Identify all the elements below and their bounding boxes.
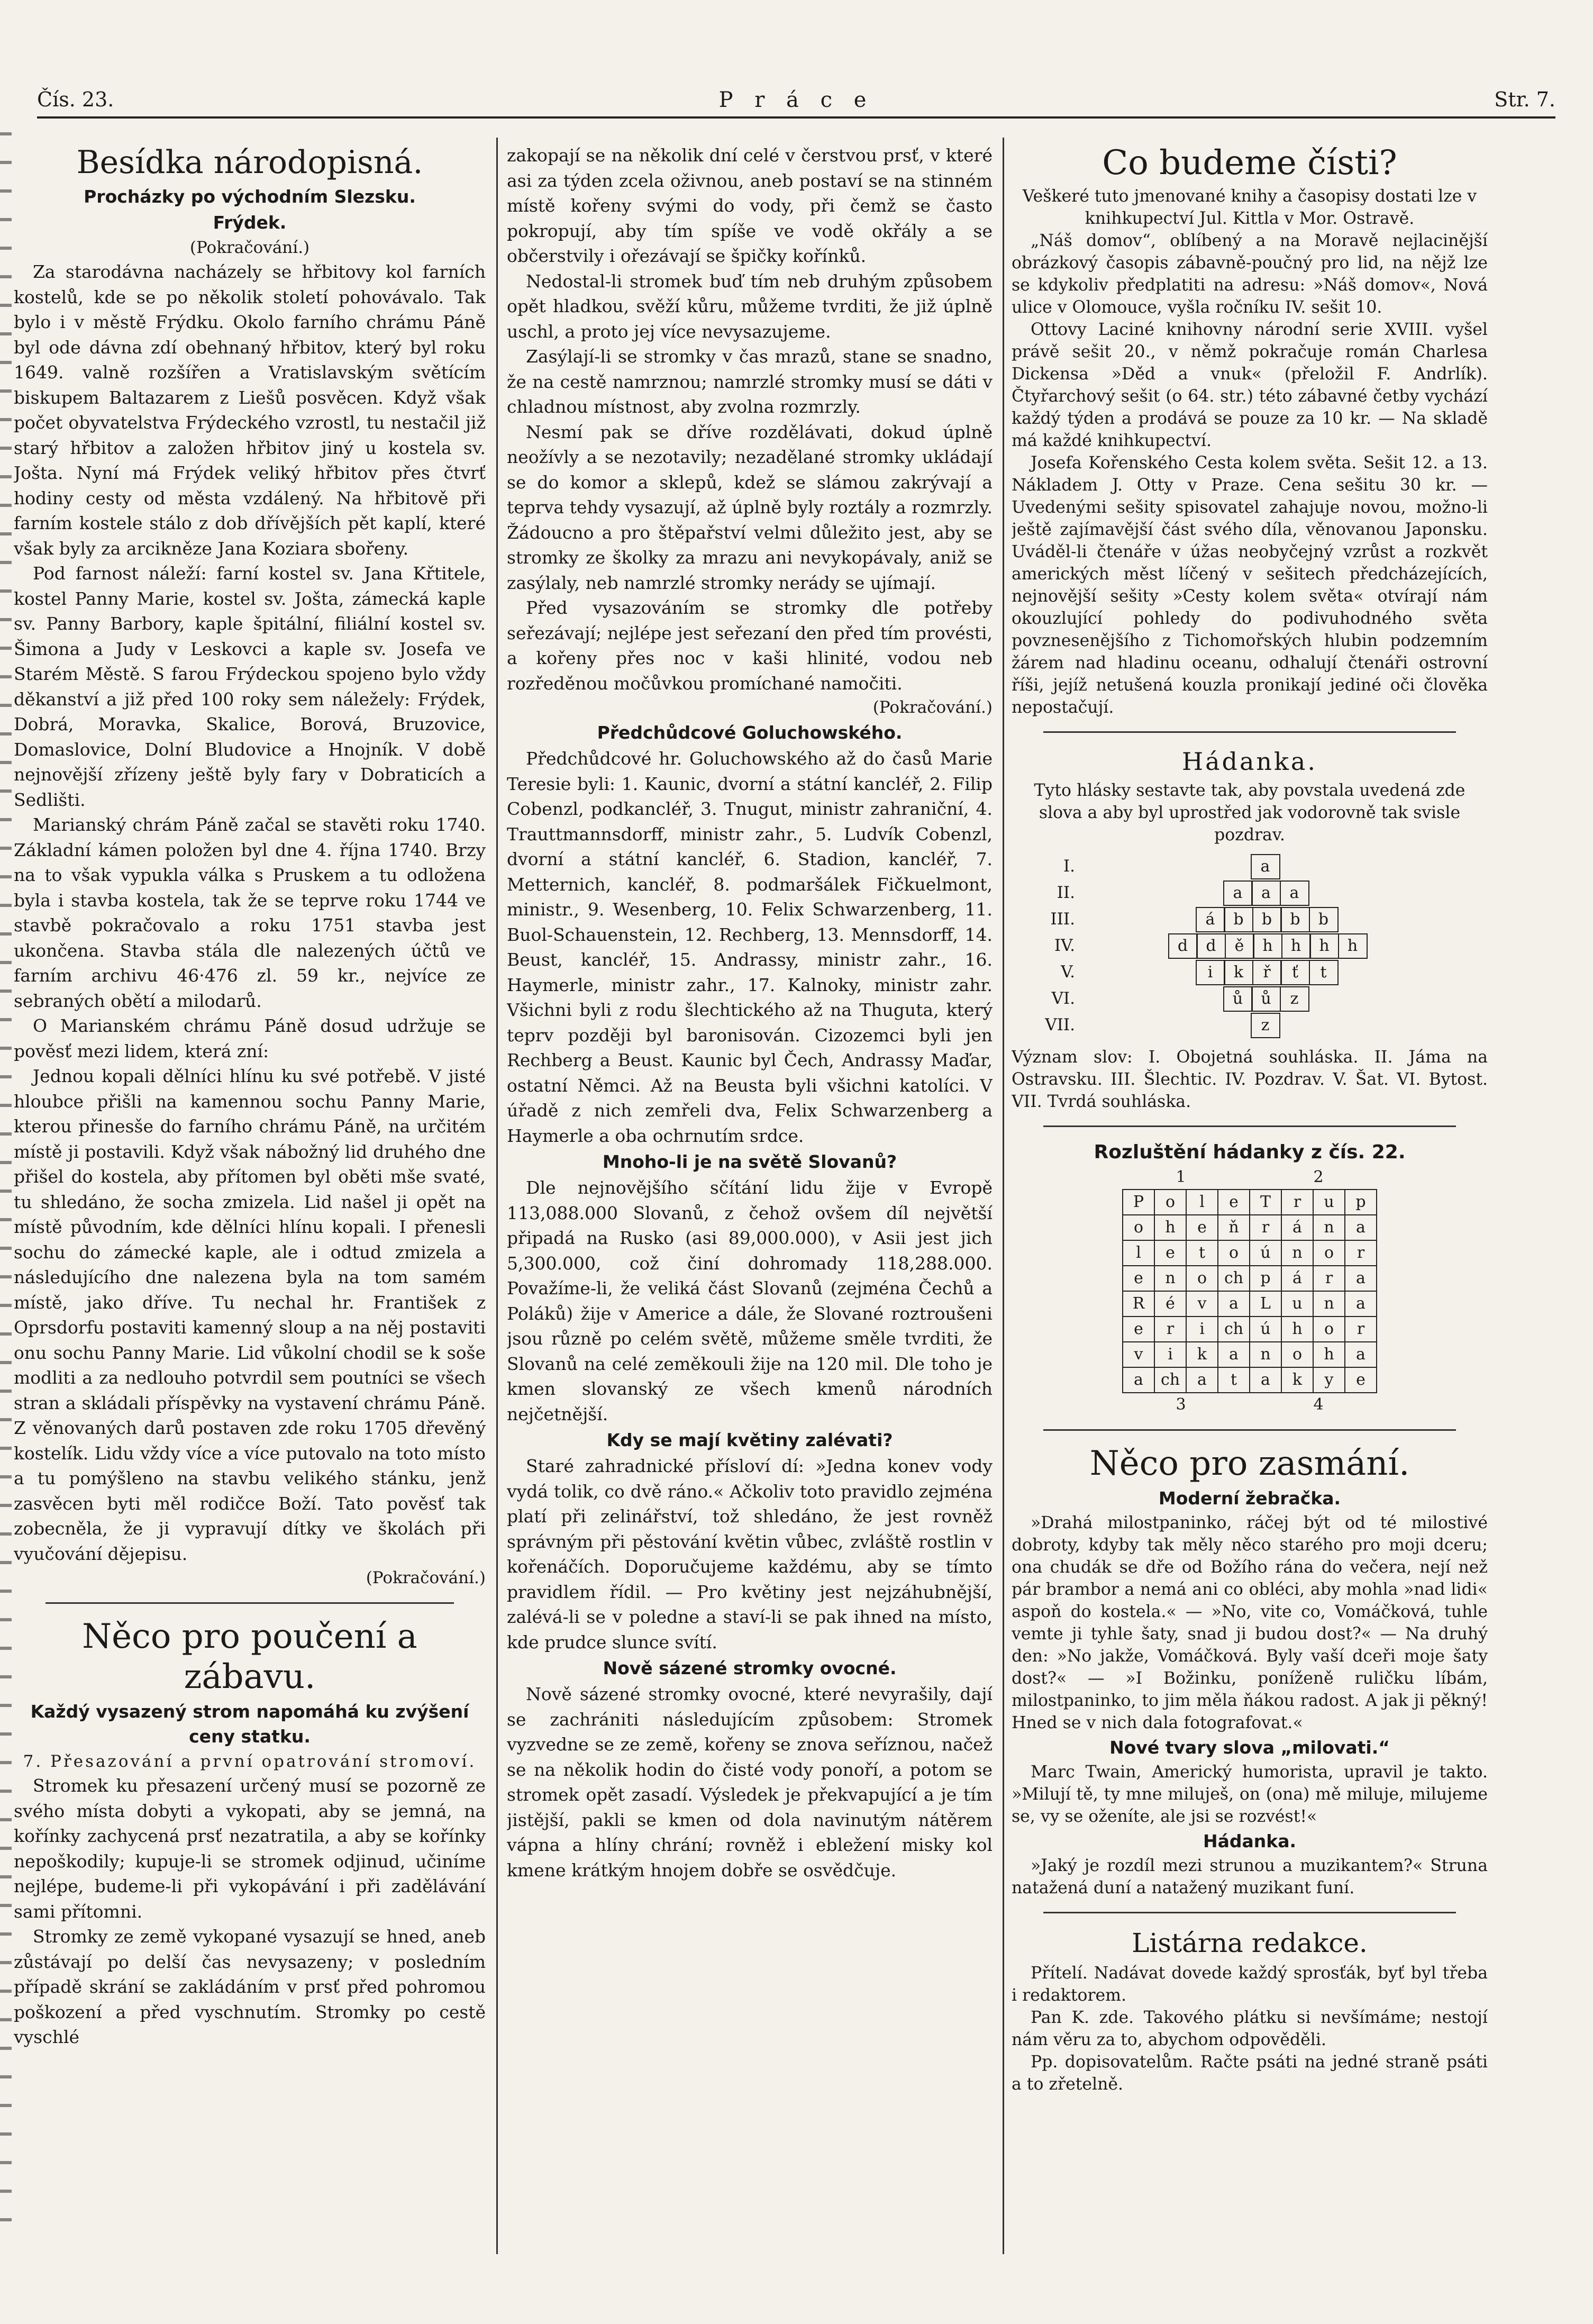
solution-cell: T <box>1250 1190 1281 1215</box>
section-title-ethnography: Besídka národopisná. <box>76 144 423 181</box>
continuation-note-2: (Pokračování.) <box>366 1568 486 1587</box>
solution-cell: h <box>1281 1317 1313 1342</box>
article-heading-watering: Kdy se mají květiny zalévati? <box>606 1430 893 1450</box>
paragraph: Staré zahradnické přísloví dí: »Jedna konev vody vydá tolik, co dvě ráno.« Ačkoliv toto pravidlo zejména platí při zelinářství, tož shledáno, že jest rovněž správným při pěstování květin vůbec, zvláště rostlin v kořenáčích. Doporučujeme každému, aby se tímto pravidlem řídil. — Pro květiny jest nejzáhubnější, zalévá-li se v poledne a staví-li se pak ihned na místo, kde prudce slunce svítí. <box>507 1456 993 1653</box>
paragraph: Dle nejnovějšího sčítání lidu žije v Evropě 113,088.000 Slovanů, z čehož ovšem díl největší připadá na Rusko (asi 89,000.000), v Asii jest jich 5,300.000, což činí dohromady 118,288.000. Považíme-li, že veliká část Slovanů (zejména Čechů a Poláků) žije v Americe a dále, že Slované roztroušeni jsou různě po celém světě, můžeme směle tvrditi, že Slovanů na celé zeměkouli žije na 120 mil. Dle toho je kmen slovanský ze všech kmenů národních nejčetnější. <box>507 1177 993 1424</box>
solution-cell: ú <box>1250 1240 1281 1266</box>
solution-cell: y <box>1313 1367 1345 1393</box>
paragraph: Nedostal-li stromek buď tím neb druhým způsobem opět hladkou, svěží kůru, můžeme tvrditi, že již úplně uschl, a proto jej více nevysazujeme. <box>507 270 993 342</box>
paragraph: O Marianském chrámu Páně dosud udržuje se pověsť mezi lidem, která zní: <box>14 1015 486 1061</box>
solution-grid <box>1122 1189 1377 1393</box>
solution-cell: n <box>1281 1240 1313 1266</box>
article-subtitle: Procházky po východním Slezsku. <box>84 186 416 207</box>
paragraph: Pp. dopisovatelům. Račte psáti na jedné straně psáti a to zřetelně. <box>1012 2053 1488 2094</box>
divider <box>1043 1912 1456 1913</box>
solution-cell: ch <box>1218 1317 1250 1342</box>
puzzle-cell: z <box>1280 986 1309 1012</box>
solution-cell: e <box>1345 1367 1377 1393</box>
page-number: Str. 7. <box>1494 88 1555 111</box>
solution-cell: á <box>1281 1215 1313 1240</box>
article-heading-beggar: Moderní žebračka. <box>1158 1488 1341 1509</box>
puzzle-cell: t <box>1309 960 1339 985</box>
solution-cell: ch <box>1154 1367 1186 1393</box>
puzzle-row-label: V. <box>1061 963 1075 982</box>
solution-cell: r <box>1250 1215 1281 1240</box>
solution-number: 2 <box>1313 1168 1324 1186</box>
solution-row <box>1123 1190 1377 1215</box>
puzzle-row-label: II. <box>1057 883 1075 903</box>
solution-cell: l <box>1186 1190 1218 1215</box>
solution-cell: n <box>1313 1291 1345 1317</box>
solution-cell: u <box>1313 1190 1345 1215</box>
solution-cell: R <box>1123 1291 1154 1317</box>
paragraph: Ottovy Laciné knihovny národní serie XVIII. vyšel právě sešit 20., v němž pokračuje román Charlesa Dickensa »Děd a vnuk« (přeložil F. Andrlík). Čtyřarchový sešit (o 64. str.) této zábavné četby vychází každý týden a prodává se pouze za 10 kr. — Na skladě má každé knihkupectví. <box>1012 320 1488 450</box>
puzzle-row-label: VI. <box>1051 989 1075 1009</box>
article-heading-slavs: Mnoho-li je na světě Slovanů? <box>602 1151 897 1172</box>
solution-cell: ň <box>1218 1215 1250 1240</box>
divider <box>45 1602 454 1604</box>
solution-cell: r <box>1345 1240 1377 1266</box>
solution-cell: a <box>1123 1367 1154 1393</box>
solution-title: Rozluštění hádanky z čís. 22. <box>1094 1141 1406 1163</box>
solution-row <box>1123 1240 1377 1266</box>
solution-cell: u <box>1281 1291 1313 1317</box>
puzzle-cell: ě <box>1225 933 1254 959</box>
puzzle-cell: z <box>1251 1013 1280 1038</box>
puzzle-cell: b <box>1280 907 1310 932</box>
solution-cell: r <box>1154 1317 1186 1342</box>
article-heading-7: 7. Přesazování a první opatrování stromoví. <box>23 1752 477 1771</box>
puzzle-cell: a <box>1251 880 1281 906</box>
solution-cell: r <box>1313 1266 1345 1291</box>
solution-row <box>1123 1367 1377 1393</box>
solution-cell: l <box>1123 1240 1154 1266</box>
puzzle-cell: á <box>1196 907 1225 932</box>
solution-number: 4 <box>1313 1395 1324 1414</box>
solution-cell: n <box>1154 1266 1186 1291</box>
paragraph: Pod farnost náleží: farní kostel sv. Jana Křtitele, kostel Panny Marie, kostel sv. Jošta, zámecká kaple sv. Panny Barbory, kaple špitální, filiální kostel sv. Šimona a Judy v Leskovci a kaple sv. Josefa ve Starém Městě. S farou Frýdeckou spojeno bylo vždy děkanství a již před 100 roky sem náležely: Frýdek, Dobrá, Moravka, Skalice, Borová, Bruzovice, Domaslovice, Dolní Bludovice a Hnojník. V době nejnovější zřízeny ještě byly fary v Dobraticích a Sedlišti. <box>14 563 486 810</box>
solution-cell: k <box>1281 1367 1313 1393</box>
solution-cell: e <box>1218 1190 1250 1215</box>
solution-cell: n <box>1250 1342 1281 1367</box>
puzzle-cell: a <box>1251 854 1280 879</box>
solution-cell: a <box>1345 1291 1377 1317</box>
solution-cell: p <box>1250 1266 1281 1291</box>
divider <box>1043 731 1456 733</box>
solution-cell: i <box>1154 1342 1186 1367</box>
solution-cell: e <box>1123 1266 1154 1291</box>
paragraph: Marianský chrám Páně začal se stavěti roku 1740. Základní kámen položen byl dne 4. října 1740. Brzy na to však vypukla válka s Pruskem a tu odložena byla i stavba kostela, tak že se teprve roku 1744 ve stavbě pokračovalo a roku 1751 stavba jest ukončena. Stavba stála dle nalezených účtů ve farním archivu 46·476 zl. 59 kr., nejvíce ze sebraných obětí a milodarů. <box>14 814 486 1011</box>
puzzle-cell: b <box>1224 907 1253 932</box>
article-place: Frýdek. <box>213 212 287 233</box>
divider <box>1043 1125 1456 1127</box>
solution-row <box>1123 1342 1377 1367</box>
section-title-editorial-letters: Listárna redakce. <box>1132 1928 1368 1958</box>
solution-cell: a <box>1218 1291 1250 1317</box>
solution-cell: a <box>1218 1342 1250 1367</box>
paragraph: Marc Twain, Americký humorista, upravil je takto. »Milují tě, ty mne miluješ, on (ona) mě miluje, milujeme se, vy se oženíte, ale jsi se rozvést!« <box>1012 1763 1488 1826</box>
issue-number: Čís. 23. <box>37 88 114 111</box>
paragraph: Pan K. zde. Takového plátku si nevšímáme; nestojí nám věru za to, abychom odpověděli. <box>1012 2008 1488 2049</box>
article-heading-riddle-2: Hádanka. <box>1203 1831 1297 1851</box>
puzzle-row <box>1012 933 1488 959</box>
solution-cell: P <box>1123 1190 1154 1215</box>
solution-cell: i <box>1186 1317 1218 1342</box>
paragraph: Josefa Kořenského Cesta kolem světa. Sešit 12. a 13. Nákladem J. Otty v Praze. Cena sešitu 30 kr. — Uvedenými sešity spisovatel zahajuje novou, možno-li ještě zajímavější část svého díla, věnovanou Japonsku. Uváděl-li čtenáře v úžas neobyčejný vzrůst a rozkvět amerických měst líčený v sešitech předcházejících, nejnovější sešity »Cesty kolem světa« otvírají nám okouzlující pohledy do podivuhodného světa povznesenějšího z Tichomořských hlubin podzemním žárem nad hladinu oceanu, odhalují čtenáři ostrovní říši, jejíž netušená kouzla pronikají jediné oči člověka nepostačují. <box>1012 453 1488 717</box>
puzzle-cell: a <box>1280 880 1309 906</box>
solution-cell: o <box>1313 1240 1345 1266</box>
solution-cell: h <box>1154 1215 1186 1240</box>
solution-cell: a <box>1345 1342 1377 1367</box>
paragraph: Stromek ku přesazení určený musí se pozorně ze svého místa dobyti a vykopati, aby se jemná, na kořínky zachycená prsť nezatratila, a aby se kořínky nepoškodily; kupuje-li se stromek odjinud, učiníme nejlépe, budeme-li při vykopávání i při zadělávání sami přítomni. <box>14 1775 486 1922</box>
puzzle-row <box>1012 959 1488 986</box>
continuation-note: (Pokračování.) <box>189 238 310 257</box>
column-2 <box>507 143 993 2281</box>
puzzle-cell: d <box>1196 933 1226 959</box>
solution-cell: o <box>1123 1215 1154 1240</box>
article-heading-fruit-trees: Nově sázené stromky ovocné. <box>603 1658 897 1678</box>
puzzle-cell: k <box>1224 960 1253 985</box>
puzzle-cell: h <box>1253 933 1282 959</box>
puzzle-row-label: I. <box>1063 857 1075 876</box>
solution-cell: o <box>1281 1342 1313 1367</box>
solution-cell: o <box>1186 1266 1218 1291</box>
solution-row <box>1123 1317 1377 1342</box>
puzzle-cell: i <box>1196 960 1225 985</box>
paragraph: zakopají se na několik dní celé v čerstvou prsť, v které asi za týden zcela oživnou, aneb postaví se na stinném místě kořeny svými do vody, při čemž se často pokropují, aby tím spíše ve vodě okřály a se občerstvily i ořezávají se špičky kořínků. <box>507 145 993 266</box>
solution-cell: t <box>1186 1240 1218 1266</box>
binding-edge <box>0 132 12 2222</box>
solution-cell: e <box>1123 1317 1154 1342</box>
solution-cell: o <box>1154 1190 1186 1215</box>
solution-cell: a <box>1345 1215 1377 1240</box>
puzzle-row <box>1012 880 1488 906</box>
section-title-education: Něco pro poučení a zábavu. <box>82 1617 417 1696</box>
paragraph: Jednou kopali dělníci hlínu ku své potřebě. V jisté hloubce přišli na kamennou sochu Panny Marie, kterou přinesše do farního chrámu Páně, na určitém místě ji postavili. Když však nábožný lid druhého dne přišel do kostela, aby přítomen byl oběti mše svaté, tu shledáno, že socha zmizela. Lid našel ji opět na místě původním, kde dělníci hlínu kopali. I přenesli sochu do zámecké kaple, ale i odtud zmizela a následujícího dne nalezena byla na tom samém místě, jako dříve. Tu nechal hr. František z Oprsdorfu postaviti kamenný sloup a na něj postaviti onu sochu Panny Marie. Lid vůkolní chodil se k soše modliti a za nedlouho potvrdil sem poutníci se všech stran a skládali příspěvky na vystavení chrámu Páně. Z věnovaných darů postaven zde roku 1705 dřevěný kostelík. Lidu vždy více a více putovalo na toto místo a tu pomýšleno na stavbu velikého stánku, jenž zasvěcen byti měl rodičce Boží. Tato pověsť tak zobecněla, že ji vypravují dítky ve školách při vyučování dějepisu. <box>14 1066 486 1564</box>
solution-cell: o <box>1218 1240 1250 1266</box>
puzzle-cell: h <box>1309 933 1339 959</box>
puzzle-cell: b <box>1252 907 1282 932</box>
solution-bottom-numbers <box>1112 1393 1387 1417</box>
solution-number: 3 <box>1176 1395 1186 1414</box>
solution-cell: r <box>1345 1317 1377 1342</box>
solution-cell: v <box>1123 1342 1154 1367</box>
solution-cell: e <box>1154 1240 1186 1266</box>
solution-cell: o <box>1313 1317 1345 1342</box>
solution-cell: k <box>1186 1342 1218 1367</box>
solution-cell: é <box>1154 1291 1186 1317</box>
solution-cell: L <box>1250 1291 1281 1317</box>
puzzle-cell: b <box>1309 907 1339 932</box>
paragraph: Přítelí. Nadávat dovede každý sprosťák, byť byl třeba i redaktorem. <box>1012 1964 1488 2005</box>
paragraph: »Drahá milostpaninko, ráčej být od té milostivé dobroty, kdyby tak měly něco starého pro moji dceru; ona chudák se dře od Božího rána do večera, nejí než pár brambor a nemá ani co obléci, aby mohla »nad lidi« aspoň do kostela.« — »No, vite co, Vomáčková, tuhle vemte ji tyhle šaty, snad ji budou dost?« — Na druhý den: »No jakže, Vomáčková. Byly vaší dceři moje šaty dost?« — »I Božinku, poníženě ruličku líbám, milostpaninko, to jim měla ňákou radost. A jak ji pěkný! Hned se v nich dala fotografovat.« <box>1012 1513 1488 1732</box>
puzzle-row-label: VII. <box>1045 1015 1075 1035</box>
puzzle-row <box>1012 906 1488 933</box>
puzzle-row <box>1012 854 1488 880</box>
solution-cell: ú <box>1250 1317 1281 1342</box>
article-subtitle-trees: Každý vysazený strom napomáhá ku zvýšení ceny statku. <box>30 1701 469 1747</box>
section-title-reading: Co budeme čísti? <box>1102 143 1397 183</box>
puzzle-cell: ť <box>1280 960 1310 985</box>
riddle-title: Hádanka. <box>1182 747 1317 776</box>
paragraph: Zasýlají-li se stromky v čas mrazů, stane se snadno, že na cestě namrznou; namrzlé stromky musí se dáti v chladnou místnost, aby zvolna rozmrzly. <box>507 346 993 417</box>
solution-row <box>1123 1266 1377 1291</box>
column-1 <box>14 143 486 2281</box>
puzzle-cell: ů <box>1251 986 1281 1012</box>
section-title-humor: Něco pro zasmání. <box>1089 1444 1410 1483</box>
solution-cell: p <box>1345 1190 1377 1215</box>
solution-number: 1 <box>1176 1168 1186 1186</box>
puzzle-cell: d <box>1168 933 1198 959</box>
column-rule-1 <box>496 138 498 2254</box>
solution-cell: n <box>1313 1215 1345 1240</box>
paragraph: „Náš domov“, oblíbený a na Moravě nejlacinější obrázkový časopis zábavně-poučný pro lid, na nějž lze se kdykoliv předplatiti na adresu: »Náš domov«, Nová ulice v Olomouce, vyšla ročníku IV. sešit 10. <box>1012 231 1488 317</box>
paragraph: Stromky ze země vykopané vysazují se hned, aneb zůstávají po delší čas nevysazeny; v posledním případě skrání se zakládáním v prsť před pohromou poškození a před vyschnutím. Stromky po cestě vyschlé <box>14 1926 486 2047</box>
puzzle-row-label: IV. <box>1054 936 1075 956</box>
paragraph: Nesmí pak se dříve rozdělávati, dokud úplně neožívly a se nezotavily; nezadělané stromky ukládají se do komor a sklepů, kdež se slámou zakrývají a teprva tehdy vysazují, až úplně byly roztály a rozmrzly. Žádoucno a pro štěpařství velmi důležito jest, aby se stromky ze školky za mrazu ani nevykopávaly, aniž se zasýlaly, neb namrzlé stromky nerády se ujímají. <box>507 421 993 593</box>
puzzle-row <box>1012 986 1488 1012</box>
solution-cell: t <box>1218 1367 1250 1393</box>
solution-cell: a <box>1186 1367 1218 1393</box>
column-rule-2 <box>1003 138 1004 2254</box>
solution-cell: a <box>1250 1367 1281 1393</box>
column-3 <box>1012 143 1488 2281</box>
divider <box>1043 1429 1456 1431</box>
paragraph: Předchůdcové hr. Goluchowského až do časů Marie Teresie byli: 1. Kaunic, dvorní a státní kancléř, 2. Filip Cobenzl, podkancléř, 3. Tnugut, ministr zahraniční, 4. Trauttmannsdorff, ministr zahr., 5. Ludvík Cobenzl, dvorní a státní kancléř, 6. Stadion, kancléř, 7. Metternich, kancléř, 8. podmaršálek Fičkuelmont, ministr., 9. Wesenberg, 10. Felix Schwarzenberg, 11. Buol-Schauenstein, 12. Rechberg, 13. Mennsdorff, 14. Beust, kancléř, 15. Andrassy, ministr zahr., 16. Haymerle, ministr zahr., 17. Kalnoky, ministr zahr. Všichni byli z rodu šlechtického až na Thuguta, který teprv později byl baronisován. Cizozemci byli jen Rechberg a Beust. Kaunic byl Čech, Andrassy Maďar, ostatní Němci. Až na Beusta byli všichni katolíci. V úřadě z nich zemřeli dva, Felix Schwarzenberg a Haymerle a oba ochrnutím srdce. <box>507 748 993 1146</box>
solution-cell: r <box>1281 1190 1313 1215</box>
puzzle-row-label: III. <box>1050 910 1075 929</box>
reading-intro: Veškeré tuto jmenované knihy a časopisy dostati lze v knihkupectví Jul. Kittla v Mor. Ostravě. <box>1022 187 1477 228</box>
puzzle-row <box>1012 1012 1488 1039</box>
solution-cell: á <box>1281 1266 1313 1291</box>
paragraph: Za starodávna nacházely se hřbitovy kol farních kostelů, kde se po několik století pohovávalo. Tak bylo i v městě Frýdku. Okolo farního chrámu Páně byl ode dávna zdí obehnaný hřbitov, který byl roku 1649. valně rozšířen a Vratislavským světícím biskupem Baltazarem z Liešů posvěcen. Když však počet obyvatelstva Frýdeckého vzrostl, tu nestačil již starý hřbitov a založen hřbitov jiný u kostela sv. Jošta. Nyní má Frýdek veliký hřbitov přes čtvrť hodiny cesty od města vzdálený. Na hřbitově při farním kostele stálo z dob dřívějších pět kaplí, které však byly za arcikněze Jana Koziara sbořeny. <box>14 261 486 559</box>
puzzle-cell: a <box>1223 880 1253 906</box>
puzzle-cell: ř <box>1252 960 1282 985</box>
paragraph: Nově sázené stromky ovocné, které nevyrašily, dají se zachrániti následujícím způsobem: Stromek vyzvedne se ze země, kořeny se znova seříznou, načež se na několik hodin do čisté vody ponoří, a potom se stromek opět zasadí. Výsledek je překvapující a je tím jistější, pakli se kmen od dola navinutým nátěrem vápna a hlíny chrání; rovněž i ebležení misky kol kmene krátkým hnojem dobře se osvědčuje. <box>507 1684 993 1881</box>
page-header <box>37 85 1555 119</box>
puzzle-cell: h <box>1281 933 1311 959</box>
riddle-text: Tyto hlásky sestavte tak, aby povstala uvedená zde slova a aby byl uprostřed jak vodorovně tak svisle pozdrav. <box>1034 781 1465 845</box>
article-heading-love-forms: Nové tvary slova „milovati.“ <box>1109 1737 1390 1758</box>
solution-top-numbers <box>1112 1166 1387 1189</box>
paragraph: »Jaký je rozdíl mezi strunou a muzikantem?« Struna natažená duní a natažený muzikant funí. <box>1012 1856 1488 1898</box>
solution-row <box>1123 1215 1377 1240</box>
solution-cell: v <box>1186 1291 1218 1317</box>
riddle-meaning: Význam slov: I. Obojetná souhláska. II. Jáma na Ostravsku. III. Šlechtic. IV. Pozdrav. V. Šat. VI. Bytost. VII. Tvrdá souhláska. <box>1012 1048 1488 1111</box>
solution-cell: e <box>1186 1215 1218 1240</box>
letter-puzzle <box>1012 854 1488 1039</box>
solution-cell: a <box>1345 1266 1377 1291</box>
newspaper-title: P r á c e <box>718 88 874 112</box>
solution-row <box>1123 1291 1377 1317</box>
continuation-note: (Pokračování.) <box>872 698 993 717</box>
solution-cell: ch <box>1218 1266 1250 1291</box>
puzzle-cell: h <box>1338 933 1368 959</box>
paragraph: Před vysazováním se stromky dle potřeby seřezávají; nejlépe jest seřezaní den před tím provésti, a kořeny přes noc v kaši hlinité, vodou neb rozředěnou močůvkou promíchané namočiti. <box>507 597 993 694</box>
solution-cell: h <box>1313 1342 1345 1367</box>
article-heading-goluchowski: Předchůdcové Goluchowského. <box>597 722 903 743</box>
puzzle-cell: ů <box>1223 986 1253 1012</box>
